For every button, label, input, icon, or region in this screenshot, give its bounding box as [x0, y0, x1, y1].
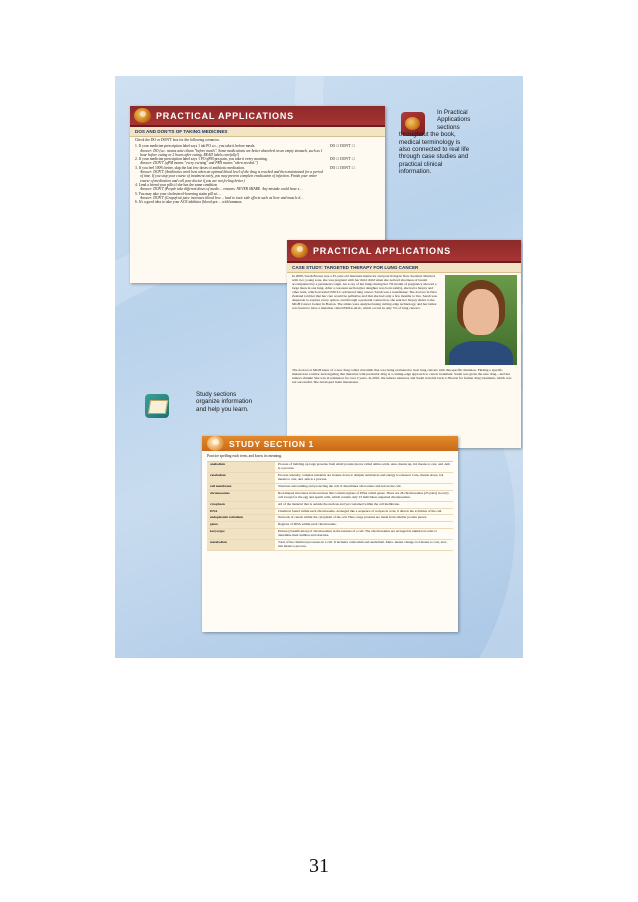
- table-row: [207, 522, 453, 529]
- question-text: 4. Lend a friend your pills if she has the same condition: [135, 182, 218, 187]
- term: metabolism: [207, 540, 275, 550]
- table-row: [207, 484, 453, 491]
- term: chromosomes: [207, 491, 275, 501]
- table-row: [207, 540, 453, 551]
- note-line: information.: [399, 168, 432, 176]
- question-text: 1. If your medicine prescription label says 1 tab PO a.c., you take it before meals.: [135, 144, 256, 149]
- table-row: [207, 491, 453, 502]
- definition: Rod-shaped structures in the nucleus that contain regions of DNA called genes. There are 46 chromosomes (23 pairs) in every cell except for the egg and sperm cells, which contain only 23 individual, unpaired chromosomes.: [278, 490, 449, 499]
- term: cytoplasm: [207, 502, 275, 508]
- case-study-left-text: In 2009, Sarah Brown was a 35-year-old literature instructor and poet living in New Zealand. Married with two young sons, she was pregnant with her third child when she noticed shortness of breath accompanied by a persistent cough. An x-ray of her lungs during her 7th month of pregnancy showed a large mass in one lung. After a cesarean section (her daughter was born safely), she had a biopsy and other tests, which revealed NSCLC-advanced lung cancer. Sarah was a nonsmoker. The doctors in New Zealand told her that her care would be palliative and that she had only a few months to live. Sarah was desperate to explore every option, and through a personal connection, she sent her biopsy slides to the MGH Cancer Center in Boston. The slides were analyzed using cutting edge technology, and her tumor was found to have a mutation called EML4-ALK, which occurs in only 5% of lung cancers.: [292, 274, 437, 310]
- question-answer: Answer: DO (a.c. means ante cibum "before meals". Some medications are better absorbed on an empty stomach, such as 1 hour before eating or 2 hours after eating. READ labels carefully!): [140, 148, 323, 157]
- question-answer: Answer: DON'T (People take different doses of medic… reasons. NEVER SHARE. Any mistake could have s…: [140, 187, 303, 192]
- note-line: and help you learn.: [196, 405, 249, 413]
- table-row: [207, 502, 453, 509]
- note-line: sections: [437, 123, 460, 131]
- definition: All of the material that is outside the nucleus and yet contained within the cell membrane.: [278, 501, 400, 506]
- page-number: 31: [309, 855, 329, 877]
- study-section-intro: Practice spelling each term, and know its meaning.: [207, 454, 283, 458]
- pill-logo-icon: [134, 108, 151, 123]
- card-header: [130, 106, 385, 127]
- book-logo-icon: [207, 436, 224, 451]
- question-text: 6. It's a good idea to take your ACE inhibitor (blood pre… with bananas.: [135, 200, 243, 205]
- question-item: [135, 200, 380, 204]
- question-item: [135, 157, 380, 166]
- note-line: practical clinical: [399, 160, 443, 168]
- question-text: 2. If your medicine prescription label says 1 PO qPM prn pain, you take it every morning.: [135, 157, 268, 162]
- note-line: Study sections: [196, 391, 237, 398]
- note-line: through case studies and: [399, 153, 469, 161]
- note-line: organize information: [196, 398, 253, 406]
- definition: Structure surrounding and protecting the cell. It determines what enters and leaves the cell.: [278, 483, 402, 488]
- definition: Process of building up large proteins from small protein pieces called amino acids. Ana- means up, bol means to cast, and -ism is a process.: [278, 462, 450, 471]
- question-text: 5. You may take your cholesterol-lowering statin pill wi…: [135, 191, 222, 196]
- question-item: [135, 183, 380, 192]
- definition: Process whereby complex nutrients are broken down to simpler substances and energy is released. Cata- means down, bol means to cast, and -ism is a process.: [278, 473, 444, 482]
- definition: Chemical found within each chromosome. Arranged like a sequence of recipes in code, it directs the activities of the cell.: [278, 508, 443, 513]
- note-line: medical terminology is: [399, 138, 461, 146]
- question-answer: Answer: DON'T (qPM means "every evening" and PRN means "when needed."): [140, 161, 258, 166]
- table-row: [207, 529, 453, 540]
- term: catabolism: [207, 473, 275, 483]
- term: karyotype: [207, 529, 275, 539]
- definition: Network of canals within the cytoplasm of the cell. Here, large proteins are made from smaller protein pieces.: [278, 515, 428, 520]
- question-item: [135, 192, 380, 201]
- note-line: throughout the book,: [399, 131, 456, 139]
- card-subtitle: CASE STUDY: TARGETED THERAPY FOR LUNG CANCER: [287, 263, 521, 273]
- do-dont-checkboxes[interactable]: DO ☐ DON'T ☐: [330, 157, 355, 162]
- table-row: [207, 515, 453, 522]
- term: DNA: [207, 509, 275, 515]
- note-line: also connected to real life: [399, 146, 470, 154]
- note-line: Applications: [437, 116, 471, 124]
- definition: Picture (classification) of chromosomes in the nucleus of a cell. The chromosomes are arranged in numerical order to determine their number and structure.: [278, 529, 438, 538]
- study-section-card: [202, 436, 458, 632]
- term: cell membrane: [207, 484, 275, 490]
- question-list: [130, 143, 385, 205]
- term: genes: [207, 522, 275, 528]
- card-header-title: PRACTICAL APPLICATIONS: [156, 110, 294, 121]
- table-row: [207, 473, 453, 484]
- study-sections-note: [196, 391, 296, 413]
- card-header: [287, 240, 521, 263]
- card-header-title: PRACTICAL APPLICATIONS: [313, 245, 451, 256]
- textbook-spread: [115, 76, 523, 658]
- table-row: [207, 509, 453, 516]
- pill-logo-icon: [291, 243, 308, 258]
- question-item: [135, 144, 380, 157]
- card-intro: Check the DO or DON'T box for the following scenarios.: [135, 138, 220, 142]
- case-study-full-text: The doctors at MGH knew of a new drug called crizotinib that was being evaluated to treat lung cancers with this specific mutation. Finding a specific mutation in a tumor and targeting that mutation with particular drug is a cutting-edge approach to cancer treatment. Sarah was given the new drug—and her tumors shrunk! She was in remission for over 2 years. In 2010, the tumors returned, and Sarah traveled back to Boston for further drug treatment, which was not successful. She developed brain metastases.: [292, 368, 512, 384]
- question-answer: Answer: DON'T (Antibiotics work best when an optimal blood level of the drug is reached and then maintained for a period of time. If you stop your course of treatment early, you may prevent complete eradication of infection. Finish your entire course of medication and call your doctor if you are not feeling better.): [140, 170, 323, 183]
- practical-applications-note: [399, 109, 521, 176]
- terms-table: [207, 461, 453, 551]
- do-dont-checkboxes[interactable]: DO ☐ DON'T ☐: [330, 144, 355, 149]
- note-line: In Practical: [437, 109, 468, 116]
- patient-photo: [445, 275, 517, 365]
- do-dont-checkboxes[interactable]: DO ☐ DON'T ☐: [330, 165, 355, 170]
- definition: Regions of DNA within each chromosome.: [278, 522, 337, 527]
- definition: Total of the chemical processes in a cell. It includes catabolism and anabolism. Meta- means change, bol means to cast, and -ism means a process.: [278, 540, 448, 548]
- card-subtitle: DOS AND DON'TS OF TAKING MEDICINES: [130, 127, 385, 137]
- term: endoplasmic reticulum: [207, 515, 275, 521]
- practical-applications-card-2: [287, 240, 521, 448]
- study-section-icon: [145, 394, 169, 418]
- question-text: 3. If you feel 100% better, skip the last few doses of antibiotic medication.: [135, 165, 245, 170]
- study-section-title: STUDY SECTION 1: [229, 438, 314, 449]
- term: anabolism: [207, 462, 275, 472]
- table-row: [207, 462, 453, 473]
- question-item: [135, 166, 380, 183]
- study-section-header: [202, 436, 458, 451]
- question-answer: Answer: DON'T (Grapefruit juice increases blood leve… lead to toxic side effects such as liver and muscle d…: [140, 195, 304, 200]
